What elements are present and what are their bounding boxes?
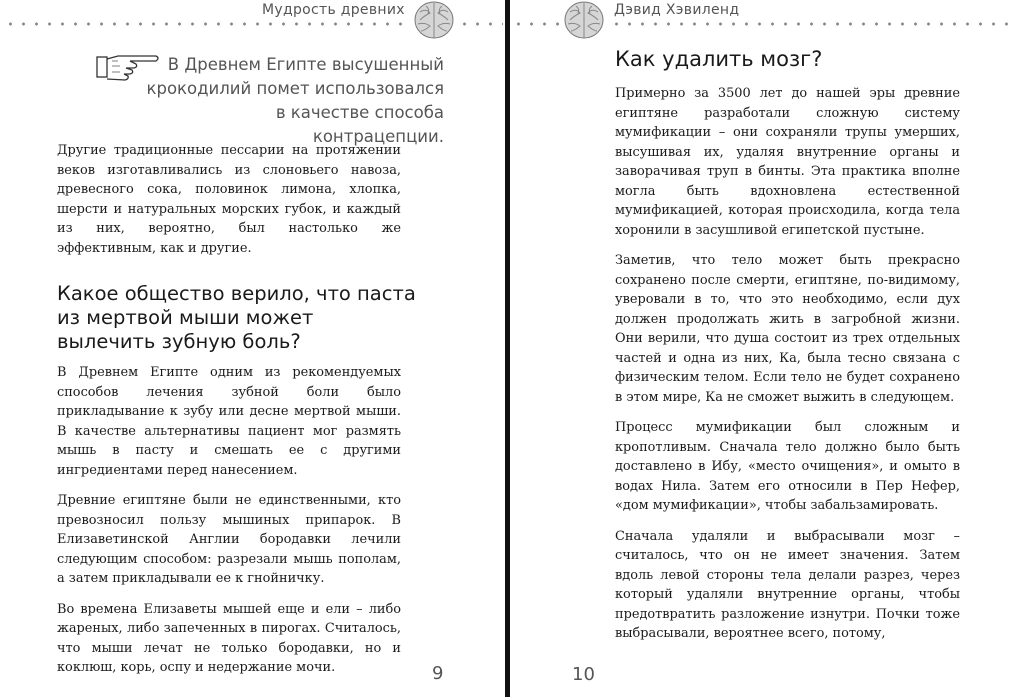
paragraph: Другие традиционные пессарии на протяжении веков изготавливались из слоновьего навоза, древесного сока, половинок лимона, хлопка, шерсти и натуральных морских губок, и каждый из них, вероятно, был настолько же эффективным, как и другие. (57, 143, 401, 256)
dotted-rule (512, 22, 560, 26)
brain-icon (412, 0, 456, 42)
section-heading: Какое общество верило, что паста из мертвой мыши может вылечить зубную боль? (57, 282, 416, 353)
paragraph: Заметив, что тело может быть прекрасно сохранено после смерти, египтяне, по-видимому, уверовали в то, что это необходимо, если дух должен продолжать жить в загробной жизни. Они верили, что душа состоит из трех отдельных частей и одна из них, Ка, была тесно связана с физическим телом. Если тело не будет сохранено в этом мире, Ка не сможет выжить в следующем. (615, 253, 960, 405)
paragraph: Процесс мумификации был сложным и кропотливым. Сначала тело должно было быть доставлено в Ибу, «место очищения», и омыто в водах Нила. Затем его относили в Пер Нефер, «дом мумификации», чтобы забальзамировать. (615, 420, 960, 513)
section-body (57, 363, 401, 689)
page-number: 9 (432, 663, 444, 684)
left-page (0, 0, 505, 697)
dotted-rule (4, 22, 409, 26)
section-heading: Как удалить мозг? (615, 47, 823, 71)
brain-icon (562, 0, 606, 42)
paragraph: Сначала удаляли и выбрасывали мозг – считалось, что он не имеет значения. Затем вдоль левой стороны тела делали разрез, через который удаляли внутренние органы, чтобы предотвратить разложение изнутри. Почки тоже выбрасывали, вероятнее всего, потому, (615, 528, 960, 641)
dotted-rule (610, 22, 1012, 26)
fact-callout: В Древнем Египте высушенный крокодилий помет использовался в качестве способа контрацепции. (146, 55, 444, 146)
paragraph: В Древнем Египте одним из рекомендуемых способов лечения зубной боли было прикладывание к зубу или десне мертвой мыши. В качестве альтернативы пациент мог размять мышь в пасту и смешать ее с другими ингредиентами перед нанесением. (57, 365, 401, 478)
section-body (615, 84, 960, 655)
running-head-author: Дэвид Хэвиленд (614, 2, 740, 18)
paragraph: Во времена Елизаветы мышей еще и ели – либо жареных, либо запеченных в пирогах. Считалось, что мыши лечат не только бородавки, но и коклюш, корь, оспу и недержание мочи. (57, 601, 401, 675)
paragraph: Примерно за 3500 лет до нашей эры древние египтяне разработали сложную систему мумификации – они сохраняли трупы умерших, высушивая их, удаляя внутренние органы и заворачивая труп в бинты. Эта практика вполне могла быть вдохновлена естественной мумификацией, которая происходила, когда тела хоронили в засушливой египетской пустыне. (615, 86, 960, 238)
dotted-rule (458, 22, 503, 26)
right-page (510, 0, 1015, 697)
intro-paragraph (57, 141, 401, 269)
running-head-title: Мудрость древних (262, 2, 405, 18)
page-number: 10 (572, 664, 595, 685)
paragraph: Древние египтяне были не единственными, кто превозносил пользу мышиных припарок. В Елизаветинской Англии бородавки лечили следующим способом: разрезали мышь пополам, а затем прикладывали ее к гнойничку. (57, 493, 401, 586)
